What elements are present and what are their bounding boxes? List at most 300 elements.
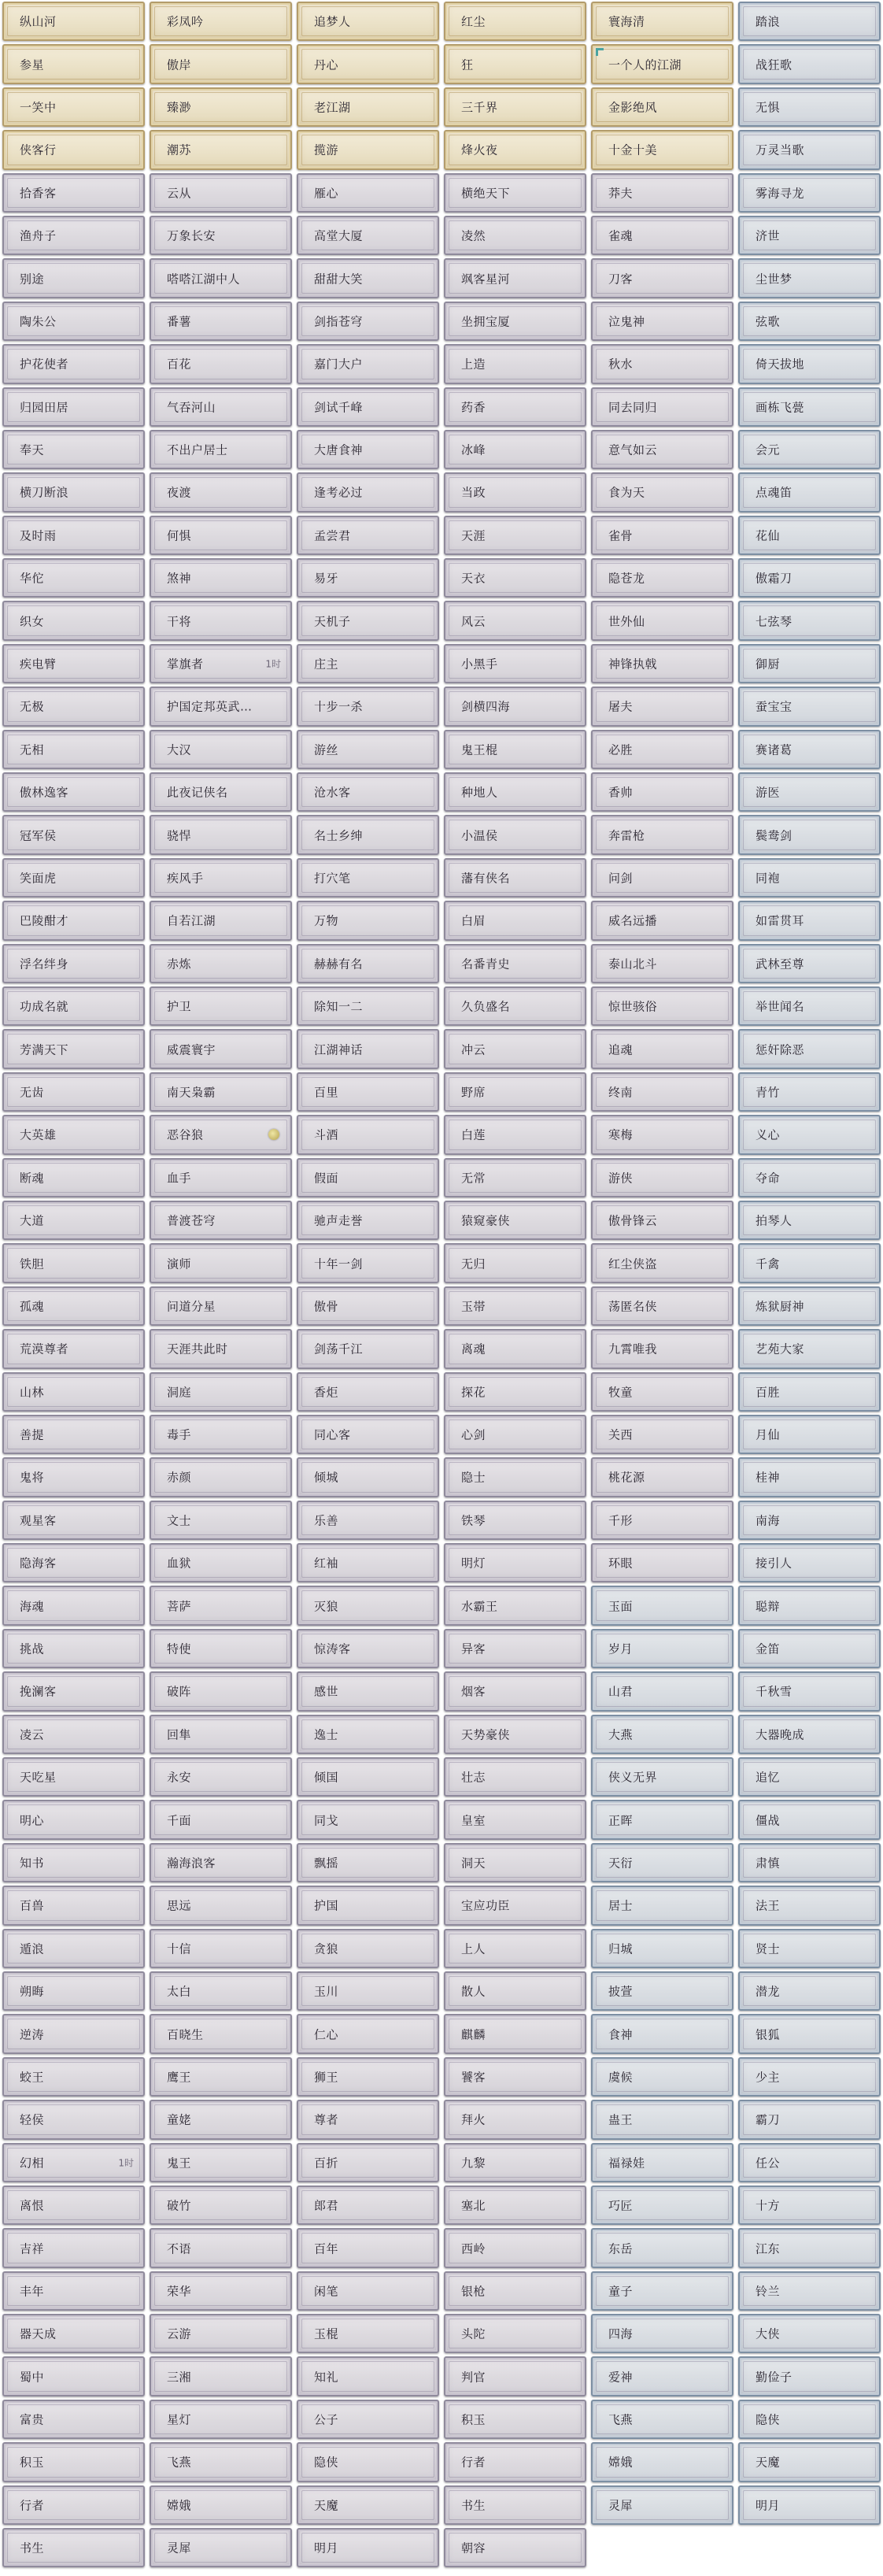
title-card[interactable] [591,601,733,640]
title-card[interactable] [444,2143,586,2182]
title-card[interactable] [150,1457,292,1497]
title-card[interactable] [297,944,439,983]
title-card[interactable] [2,87,145,127]
title-card[interactable] [738,87,881,127]
title-card[interactable] [444,901,586,940]
title-card[interactable] [2,2400,145,2439]
title-card[interactable] [738,2314,881,2353]
title-card[interactable] [591,2356,733,2396]
title-card[interactable] [2,901,145,940]
title-card[interactable] [297,644,439,683]
title-card[interactable] [738,1286,881,1326]
title-card[interactable] [591,130,733,169]
title-card[interactable] [444,1372,586,1412]
title-card[interactable] [738,1457,881,1497]
title-card[interactable] [444,1501,586,1540]
title-card[interactable] [738,2356,881,2396]
title-card[interactable] [2,1843,145,1882]
title-card[interactable] [2,1115,145,1154]
title-card[interactable] [150,258,292,298]
title-card[interactable] [2,2,145,41]
title-card[interactable] [591,2143,733,2182]
title-card[interactable] [738,1158,881,1197]
title-card[interactable] [444,1029,586,1068]
title-card[interactable] [150,1243,292,1282]
title-card[interactable] [150,2528,292,2567]
title-card[interactable] [297,344,439,383]
title-card[interactable] [2,1971,145,2011]
title-card[interactable] [444,815,586,854]
title-card[interactable] [444,858,586,898]
title-card[interactable] [444,1115,586,1154]
title-card[interactable] [2,1158,145,1197]
title-card[interactable] [2,1886,145,1925]
title-card[interactable] [738,1886,881,1925]
title-card[interactable] [738,2014,881,2053]
title-card[interactable] [297,44,439,83]
title-card[interactable] [738,1201,881,1240]
title-card[interactable] [2,1543,145,1582]
title-card[interactable] [738,1971,881,2011]
title-card[interactable] [150,730,292,769]
title-card[interactable] [2,601,145,640]
title-card[interactable] [444,87,586,127]
title-card[interactable] [738,258,881,298]
title-card[interactable] [444,2442,586,2482]
title-card[interactable] [297,2314,439,2353]
title-card[interactable] [150,1715,292,1754]
title-card[interactable] [150,1201,292,1240]
title-card[interactable] [591,1586,733,1625]
title-card[interactable] [444,1329,586,1368]
title-card[interactable] [738,1243,881,1282]
title-card[interactable] [591,1843,733,1882]
title-card[interactable] [444,2271,586,2311]
title-card[interactable] [444,2356,586,2396]
title-card[interactable] [444,430,586,469]
title-card[interactable] [2,1929,145,1968]
title-card[interactable] [150,1586,292,1625]
title-card[interactable] [444,944,586,983]
title-card[interactable] [150,687,292,726]
title-card[interactable] [150,601,292,640]
title-card[interactable] [297,2143,439,2182]
title-card[interactable] [591,1457,733,1497]
title-card[interactable] [738,1671,881,1711]
title-card[interactable] [738,2186,881,2225]
title-card[interactable] [738,1372,881,1412]
title-card[interactable] [591,1201,733,1240]
title-card[interactable] [2,1671,145,1711]
title-card[interactable] [738,1329,881,1368]
title-card[interactable] [2,2485,145,2525]
title-card[interactable] [444,1715,586,1754]
title-card[interactable] [2,2442,145,2482]
title-card[interactable] [444,2228,586,2267]
title-card[interactable] [2,173,145,213]
title-card[interactable] [591,2485,733,2525]
title-card[interactable] [297,558,439,598]
title-card[interactable] [297,1843,439,1882]
title-card[interactable] [738,1543,881,1582]
title-card[interactable] [297,430,439,469]
title-card[interactable] [444,1929,586,1968]
title-card[interactable] [297,1757,439,1797]
title-card[interactable] [591,430,733,469]
title-card[interactable] [297,87,439,127]
title-card[interactable] [2,644,145,683]
title-card[interactable] [738,2271,881,2311]
title-card[interactable] [738,1501,881,1540]
title-card[interactable] [150,2057,292,2097]
title-card[interactable] [150,173,292,213]
title-card[interactable] [297,1415,439,1454]
title-card[interactable] [297,2442,439,2482]
title-card[interactable] [738,2400,881,2439]
title-card[interactable] [591,1971,733,2011]
title-card[interactable] [444,730,586,769]
title-card[interactable] [738,772,881,812]
title-card[interactable] [591,1757,733,1797]
title-card[interactable] [2,516,145,555]
title-card[interactable] [444,2400,586,2439]
title-card[interactable] [591,516,733,555]
title-card[interactable] [150,2485,292,2525]
title-card[interactable] [2,986,145,1026]
title-card[interactable] [591,87,733,127]
title-card[interactable] [444,1286,586,1326]
title-card[interactable] [738,344,881,383]
title-card[interactable] [444,216,586,255]
title-card[interactable] [591,302,733,341]
title-card[interactable] [297,472,439,512]
title-card[interactable] [150,2228,292,2267]
title-card[interactable] [738,1072,881,1112]
title-card[interactable] [444,601,586,640]
title-card[interactable] [444,772,586,812]
title-card[interactable] [738,516,881,555]
title-card[interactable] [150,2271,292,2311]
title-card[interactable] [2,1072,145,1112]
title-card[interactable] [738,2057,881,2097]
title-card[interactable] [297,1501,439,1540]
title-card[interactable] [150,901,292,940]
title-card[interactable] [591,1543,733,1582]
title-card[interactable] [444,2186,586,2225]
title-card[interactable] [297,1971,439,2011]
title-card[interactable] [150,1543,292,1582]
title-card[interactable] [2,558,145,598]
title-card[interactable] [2,1029,145,1068]
title-card[interactable] [150,516,292,555]
title-card[interactable] [150,430,292,469]
title-card[interactable] [2,2143,145,2182]
title-card[interactable] [150,1629,292,1668]
title-card[interactable] [738,1929,881,1968]
title-card[interactable] [2,2356,145,2396]
title-card[interactable] [2,730,145,769]
title-card[interactable] [591,1671,733,1711]
title-card[interactable] [444,2014,586,2053]
title-card[interactable] [297,1072,439,1112]
title-card[interactable] [738,2,881,41]
title-card[interactable] [444,1072,586,1112]
title-card[interactable] [2,1586,145,1625]
title-card[interactable] [591,986,733,1026]
title-card[interactable] [738,387,881,427]
title-card[interactable] [591,1501,733,1540]
title-card[interactable] [738,2143,881,2182]
title-card[interactable] [150,2014,292,2053]
title-card[interactable] [297,1329,439,1368]
title-card[interactable] [591,644,733,683]
title-card[interactable] [150,1329,292,1368]
title-card[interactable] [2,216,145,255]
title-card[interactable] [297,2186,439,2225]
title-card[interactable] [738,558,881,598]
title-card[interactable] [2,430,145,469]
title-card[interactable] [591,2314,733,2353]
title-card[interactable] [2,2271,145,2311]
title-card[interactable] [150,2100,292,2139]
title-card[interactable] [738,944,881,983]
title-card[interactable] [2,772,145,812]
title-card[interactable] [150,1158,292,1197]
title-card[interactable] [2,815,145,854]
title-card[interactable] [738,1843,881,1882]
title-card[interactable] [591,344,733,383]
title-card[interactable] [738,44,881,83]
title-card[interactable] [297,258,439,298]
title-card[interactable] [591,558,733,598]
title-card[interactable] [738,2485,881,2525]
title-card[interactable] [297,986,439,1026]
title-card[interactable] [297,2057,439,2097]
title-card[interactable] [738,1115,881,1154]
title-card[interactable] [591,2057,733,2097]
title-card[interactable] [297,130,439,169]
title-card[interactable] [444,2,586,41]
title-card[interactable] [2,687,145,726]
title-card[interactable] [297,2271,439,2311]
title-card[interactable] [738,901,881,940]
title-card[interactable] [591,1029,733,1068]
title-card[interactable] [150,387,292,427]
title-card[interactable] [150,1757,292,1797]
title-card[interactable] [444,130,586,169]
title-card[interactable] [297,216,439,255]
title-card[interactable] [591,2014,733,2053]
title-card[interactable] [150,1072,292,1112]
title-card[interactable] [444,516,586,555]
title-card[interactable] [444,1971,586,2011]
title-card[interactable] [2,387,145,427]
title-card[interactable] [297,1372,439,1412]
title-card[interactable] [738,601,881,640]
title-card[interactable] [297,302,439,341]
title-card[interactable] [297,1629,439,1668]
title-card[interactable] [591,1415,733,1454]
title-card[interactable] [297,516,439,555]
title-card[interactable] [297,1929,439,1968]
title-card[interactable] [591,44,733,83]
title-card[interactable] [150,472,292,512]
title-card[interactable] [591,472,733,512]
title-card[interactable] [738,986,881,1026]
title-card[interactable] [2,1800,145,1839]
title-card[interactable] [591,1243,733,1282]
title-card[interactable] [150,772,292,812]
title-card[interactable] [150,815,292,854]
title-card[interactable] [297,858,439,898]
title-card[interactable] [444,2057,586,2097]
title-card[interactable] [297,901,439,940]
title-card[interactable] [738,1586,881,1625]
title-card[interactable] [2,2186,145,2225]
title-card[interactable] [150,1971,292,2011]
title-card[interactable] [738,1415,881,1454]
title-card[interactable] [444,387,586,427]
title-card[interactable] [444,687,586,726]
title-card[interactable] [444,302,586,341]
title-card[interactable] [150,2143,292,2182]
title-card[interactable] [297,2356,439,2396]
title-card[interactable] [2,1457,145,1497]
title-card[interactable] [444,258,586,298]
title-card[interactable] [2,44,145,83]
title-card[interactable] [297,2400,439,2439]
title-card[interactable] [2,2014,145,2053]
title-card[interactable] [591,1329,733,1368]
title-card[interactable] [150,986,292,1026]
title-card[interactable] [444,1843,586,1882]
title-card[interactable] [738,2100,881,2139]
title-card[interactable] [2,472,145,512]
title-card[interactable] [591,2228,733,2267]
title-card[interactable] [591,1800,733,1839]
title-card[interactable] [150,1501,292,1540]
title-card[interactable] [2,2057,145,2097]
title-card[interactable] [738,130,881,169]
title-card[interactable] [444,1543,586,1582]
title-card[interactable] [591,815,733,854]
title-card[interactable] [591,1629,733,1668]
title-card[interactable] [444,2528,586,2567]
title-card[interactable] [2,1286,145,1326]
title-card[interactable] [150,216,292,255]
title-card[interactable] [738,1629,881,1668]
title-card[interactable] [444,1757,586,1797]
title-card[interactable] [444,1800,586,1839]
title-card[interactable] [297,387,439,427]
title-card[interactable] [150,1800,292,1839]
title-card[interactable] [297,1201,439,1240]
title-card[interactable] [2,344,145,383]
title-card[interactable] [591,944,733,983]
title-card[interactable] [2,1757,145,1797]
title-card[interactable] [297,2,439,41]
title-card[interactable] [297,1800,439,1839]
title-card[interactable] [2,302,145,341]
title-card[interactable] [297,173,439,213]
title-card[interactable] [297,1115,439,1154]
title-card[interactable] [591,1158,733,1197]
title-card[interactable] [150,858,292,898]
title-card[interactable] [591,1072,733,1112]
title-card[interactable] [591,258,733,298]
title-card[interactable] [591,901,733,940]
title-card[interactable] [2,1629,145,1668]
title-card[interactable] [738,1800,881,1839]
title-card[interactable] [738,687,881,726]
title-card[interactable] [2,2100,145,2139]
title-card[interactable] [591,1115,733,1154]
title-card[interactable] [738,430,881,469]
title-card[interactable] [444,1158,586,1197]
title-card[interactable] [591,858,733,898]
title-card[interactable] [444,1457,586,1497]
title-card[interactable] [2,1715,145,1754]
title-card[interactable] [150,2400,292,2439]
title-card[interactable] [2,2528,145,2567]
title-card[interactable] [738,1757,881,1797]
title-card[interactable] [591,2186,733,2225]
title-card[interactable] [297,815,439,854]
title-card[interactable] [591,2442,733,2482]
title-card[interactable] [591,687,733,726]
title-card[interactable] [2,258,145,298]
title-card[interactable] [591,772,733,812]
title-card[interactable] [591,2,733,41]
title-card[interactable] [444,1671,586,1711]
title-card[interactable] [444,1629,586,1668]
title-card[interactable] [150,1886,292,1925]
title-card[interactable] [444,173,586,213]
title-card[interactable] [591,2400,733,2439]
title-card[interactable] [591,730,733,769]
title-card[interactable] [297,772,439,812]
title-card[interactable] [297,1671,439,1711]
title-card[interactable] [150,1029,292,1068]
title-card[interactable] [297,2485,439,2525]
title-card[interactable] [2,944,145,983]
title-card[interactable] [150,130,292,169]
title-card[interactable] [444,2314,586,2353]
title-card[interactable] [591,387,733,427]
title-card[interactable] [444,2100,586,2139]
title-card[interactable] [2,858,145,898]
title-card[interactable] [738,2228,881,2267]
title-card[interactable] [444,1886,586,1925]
title-card[interactable] [444,344,586,383]
title-card[interactable] [297,1243,439,1282]
title-card[interactable] [150,1372,292,1412]
title-card[interactable] [2,1329,145,1368]
title-card[interactable] [738,815,881,854]
title-card[interactable] [150,2314,292,2353]
title-card[interactable] [150,344,292,383]
title-card[interactable] [297,1543,439,1582]
title-card[interactable] [444,472,586,512]
title-card[interactable] [444,986,586,1026]
title-card[interactable] [738,644,881,683]
title-card[interactable] [297,2100,439,2139]
title-card[interactable] [2,1415,145,1454]
title-card[interactable] [738,173,881,213]
title-card[interactable] [591,2271,733,2311]
title-card[interactable] [591,216,733,255]
title-card[interactable] [297,2228,439,2267]
